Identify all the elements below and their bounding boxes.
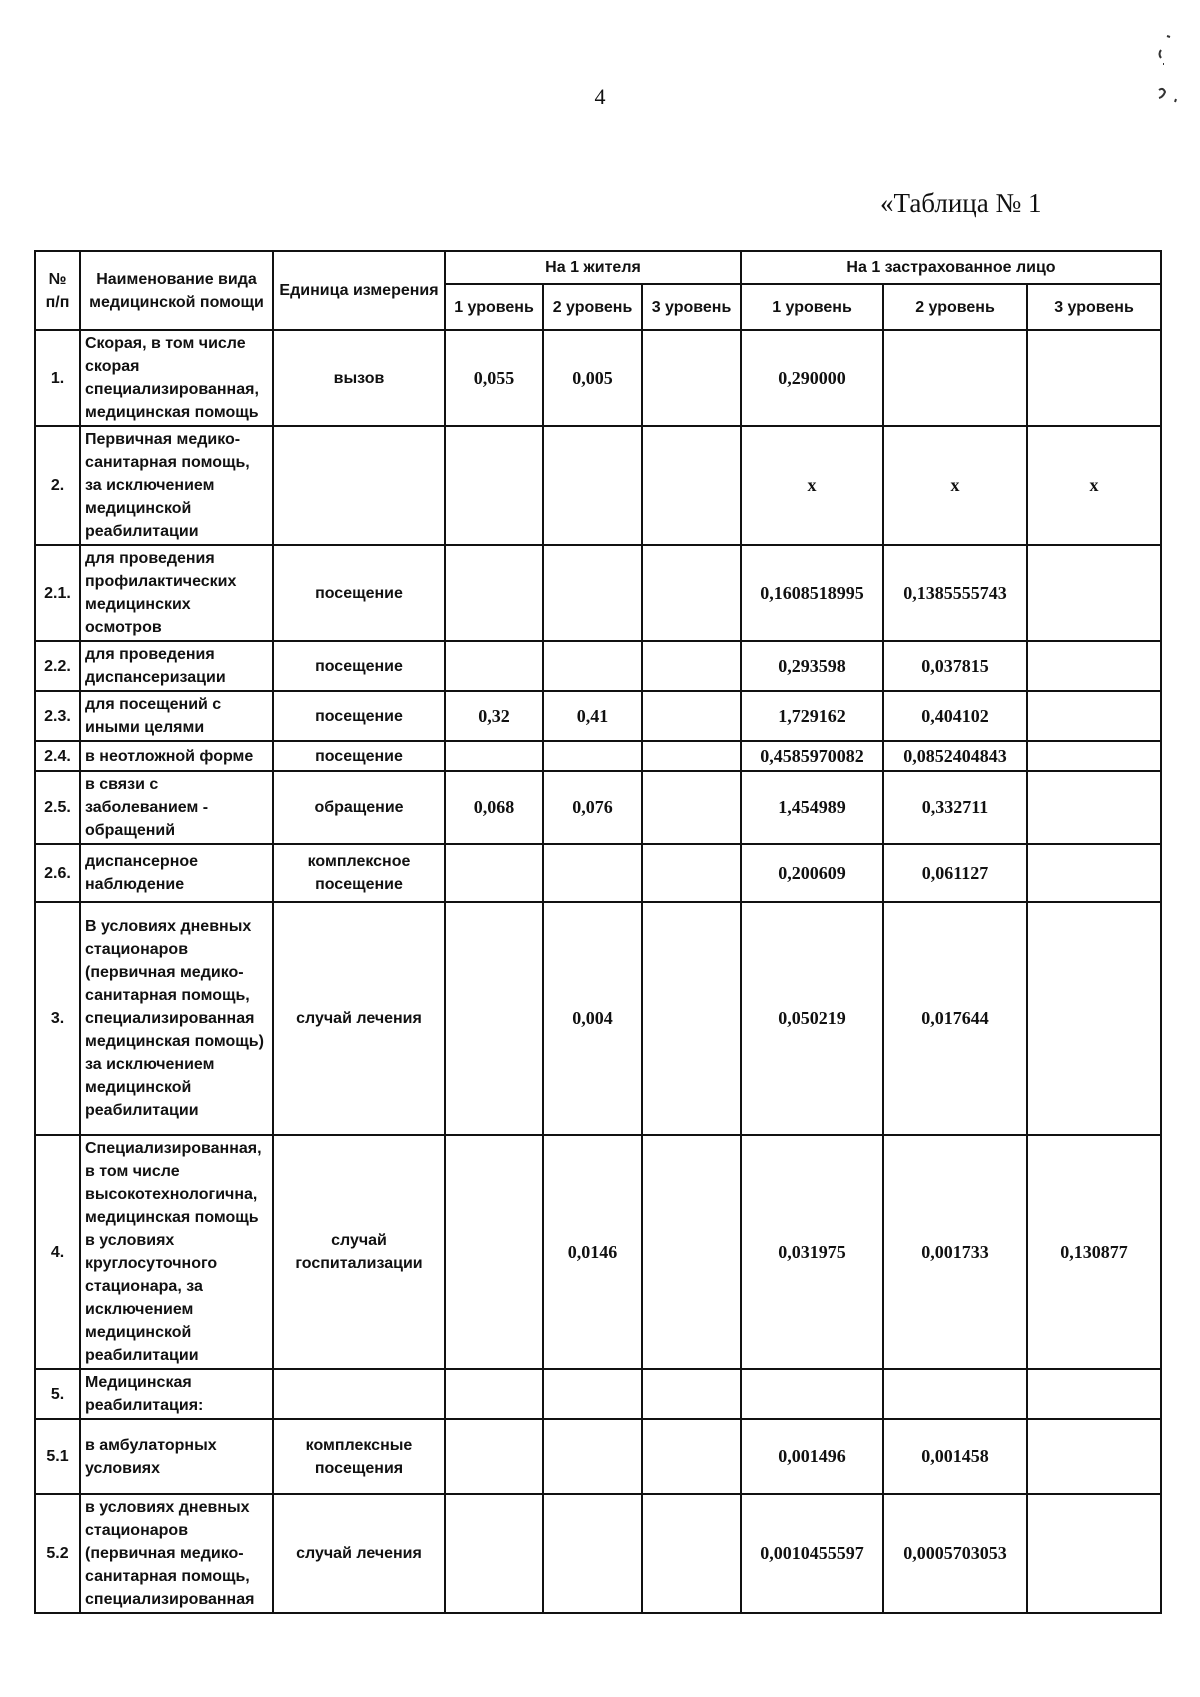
table-row xyxy=(35,545,1161,641)
cell-insured-level-1: 1,454989 xyxy=(741,771,883,844)
cell-resident-level-3 xyxy=(642,691,741,741)
cell-insured-level-3: х xyxy=(1027,426,1161,545)
cell-resident-level-2 xyxy=(543,1494,642,1613)
cell-insured-level-3 xyxy=(1027,1494,1161,1613)
cell-resident-level-2 xyxy=(543,545,642,641)
cell-resident-level-2: 0,005 xyxy=(543,330,642,426)
cell-insured-level-3 xyxy=(1027,844,1161,902)
cell-insured-level-1: 0,001496 xyxy=(741,1419,883,1494)
cell-insured-level-2: 0,017644 xyxy=(883,902,1027,1135)
cell-num: 2.4. xyxy=(35,741,80,771)
cell-resident-level-1: 0,32 xyxy=(445,691,543,741)
cell-insured-level-1 xyxy=(741,1369,883,1419)
header-num: № п/п xyxy=(35,251,80,330)
header-resident-level-1: 1 уровень xyxy=(445,284,543,330)
cell-resident-level-3 xyxy=(642,771,741,844)
cell-name: для посещений с иными целями xyxy=(80,691,273,741)
header-per-resident: На 1 жителя xyxy=(445,251,741,284)
cell-resident-level-1 xyxy=(445,741,543,771)
header-resident-level-3: 3 уровень xyxy=(642,284,741,330)
cell-name: в связи с заболеванием - обращений xyxy=(80,771,273,844)
table-row xyxy=(35,844,1161,902)
cell-resident-level-3 xyxy=(642,330,741,426)
cell-name: в условиях дневных стационаров (первичная медико-санитарная помощь, специализированная xyxy=(80,1494,273,1613)
cell-unit: посещение xyxy=(273,741,445,771)
cell-resident-level-1: 0,068 xyxy=(445,771,543,844)
cell-resident-level-2: 0,076 xyxy=(543,771,642,844)
cell-insured-level-1: 0,031975 xyxy=(741,1135,883,1369)
cell-num: 5.1 xyxy=(35,1419,80,1494)
cell-insured-level-3: 0,130877 xyxy=(1027,1135,1161,1369)
cell-name: для проведения профилактических медицинских осмотров xyxy=(80,545,273,641)
cell-insured-level-1: х xyxy=(741,426,883,545)
cell-resident-level-3 xyxy=(642,1419,741,1494)
cell-name: Специализированная, в том числе высокотехнологична, медицинская помощь в условиях круглосуточного стационара, за исключением медицинской реабилитации xyxy=(80,1135,273,1369)
page-number: 4 xyxy=(594,84,606,109)
cell-unit: случай лечения xyxy=(273,1494,445,1613)
cell-resident-level-3 xyxy=(642,902,741,1135)
cell-resident-level-3 xyxy=(642,1135,741,1369)
cell-resident-level-2: 0,41 xyxy=(543,691,642,741)
table-row xyxy=(35,1494,1161,1613)
cell-resident-level-1 xyxy=(445,641,543,691)
cell-unit: посещение xyxy=(273,545,445,641)
cell-resident-level-2: 0,0146 xyxy=(543,1135,642,1369)
cell-name: для проведения диспансеризации xyxy=(80,641,273,691)
cell-name: Первичная медико-санитарная помощь, за исключением медицинской реабилитации xyxy=(80,426,273,545)
cell-unit: случай госпитализации xyxy=(273,1135,445,1369)
header-insured-level-2: 2 уровень xyxy=(883,284,1027,330)
table-row xyxy=(35,741,1161,771)
cell-resident-level-1: 0,055 xyxy=(445,330,543,426)
cell-resident-level-2 xyxy=(543,741,642,771)
table-row xyxy=(35,641,1161,691)
cell-insured-level-2: 0,1385555743 xyxy=(883,545,1027,641)
header-insured-level-1: 1 уровень xyxy=(741,284,883,330)
cell-name: Медицинская реабилитация: xyxy=(80,1369,273,1419)
cell-insured-level-3 xyxy=(1027,545,1161,641)
cell-num: 3. xyxy=(35,902,80,1135)
cell-insured-level-1: 0,4585970082 xyxy=(741,741,883,771)
cell-unit: посещение xyxy=(273,691,445,741)
cell-resident-level-2 xyxy=(543,1369,642,1419)
cell-name: В условиях дневных стационаров (первичная медико-санитарная помощь, специализированная медицинская помощь) за исключением медицинской реабилитации xyxy=(80,902,273,1135)
cell-resident-level-1 xyxy=(445,902,543,1135)
cell-name: в неотложной форме xyxy=(80,741,273,771)
header-per-insured: На 1 застрахованное лицо xyxy=(741,251,1161,284)
cell-insured-level-1: 0,050219 xyxy=(741,902,883,1135)
cell-resident-level-2 xyxy=(543,641,642,691)
cell-num: 2.6. xyxy=(35,844,80,902)
cell-unit: комплексное посещение xyxy=(273,844,445,902)
cell-insured-level-1: 0,1608518995 xyxy=(741,545,883,641)
cell-insured-level-1: 0,0010455597 xyxy=(741,1494,883,1613)
cell-resident-level-3 xyxy=(642,1494,741,1613)
cell-resident-level-3 xyxy=(642,844,741,902)
cell-resident-level-1 xyxy=(445,1135,543,1369)
cell-num: 2.5. xyxy=(35,771,80,844)
cell-resident-level-1 xyxy=(445,1494,543,1613)
cell-name: диспансерное наблюдение xyxy=(80,844,273,902)
table-row xyxy=(35,426,1161,545)
cell-resident-level-1 xyxy=(445,426,543,545)
cell-num: 5.2 xyxy=(35,1494,80,1613)
cell-num: 2.3. xyxy=(35,691,80,741)
table-row xyxy=(35,902,1161,1135)
cell-insured-level-3 xyxy=(1027,691,1161,741)
table-body xyxy=(35,330,1161,1613)
cell-num: 4. xyxy=(35,1135,80,1369)
header-resident-level-2: 2 уровень xyxy=(543,284,642,330)
table-row xyxy=(35,1419,1161,1494)
cell-resident-level-3 xyxy=(642,1369,741,1419)
cell-resident-level-1 xyxy=(445,1369,543,1419)
cell-resident-level-2 xyxy=(543,1419,642,1494)
cell-unit xyxy=(273,1369,445,1419)
cell-name: в амбулаторных условиях xyxy=(80,1419,273,1494)
table-caption: «Таблица № 1 xyxy=(880,188,1042,218)
cell-num: 1. xyxy=(35,330,80,426)
cell-unit: посещение xyxy=(273,641,445,691)
cell-num: 2.2. xyxy=(35,641,80,691)
cell-insured-level-2 xyxy=(883,1369,1027,1419)
cell-insured-level-3 xyxy=(1027,771,1161,844)
cell-insured-level-2: 0,037815 xyxy=(883,641,1027,691)
cell-resident-level-2: 0,004 xyxy=(543,902,642,1135)
table-row xyxy=(35,330,1161,426)
cell-insured-level-1: 1,729162 xyxy=(741,691,883,741)
table-row xyxy=(35,1369,1161,1419)
cell-insured-level-2: 0,061127 xyxy=(883,844,1027,902)
cell-resident-level-3 xyxy=(642,741,741,771)
data-table xyxy=(34,250,1162,1614)
cell-resident-level-3 xyxy=(642,545,741,641)
table-row xyxy=(35,691,1161,741)
header-name: Наименование вида медицинской помощи xyxy=(80,251,273,330)
cell-name: Скорая, в том числе скорая специализированная, медицинская помощь xyxy=(80,330,273,426)
cell-insured-level-2: 0,001733 xyxy=(883,1135,1027,1369)
cell-resident-level-3 xyxy=(642,641,741,691)
cell-insured-level-2 xyxy=(883,330,1027,426)
scan-artifact-marks xyxy=(1145,28,1195,118)
cell-insured-level-2: 0,404102 xyxy=(883,691,1027,741)
cell-resident-level-2 xyxy=(543,426,642,545)
cell-insured-level-2: 0,0852404843 xyxy=(883,741,1027,771)
cell-unit xyxy=(273,426,445,545)
header-insured-level-3: 3 уровень xyxy=(1027,284,1161,330)
cell-insured-level-3 xyxy=(1027,641,1161,691)
cell-insured-level-1: 0,290000 xyxy=(741,330,883,426)
cell-resident-level-3 xyxy=(642,426,741,545)
cell-num: 2.1. xyxy=(35,545,80,641)
cell-insured-level-1: 0,200609 xyxy=(741,844,883,902)
cell-unit: комплексные посещения xyxy=(273,1419,445,1494)
cell-num: 2. xyxy=(35,426,80,545)
cell-resident-level-2 xyxy=(543,844,642,902)
cell-insured-level-2: 0,001458 xyxy=(883,1419,1027,1494)
cell-insured-level-1: 0,293598 xyxy=(741,641,883,691)
cell-unit: случай лечения xyxy=(273,902,445,1135)
cell-num: 5. xyxy=(35,1369,80,1419)
table-row xyxy=(35,1135,1161,1369)
cell-resident-level-1 xyxy=(445,545,543,641)
header-unit: Единица измерения xyxy=(273,251,445,330)
cell-unit: обращение xyxy=(273,771,445,844)
table-row xyxy=(35,771,1161,844)
cell-insured-level-3 xyxy=(1027,330,1161,426)
cell-insured-level-2: х xyxy=(883,426,1027,545)
cell-insured-level-2: 0,332711 xyxy=(883,771,1027,844)
cell-insured-level-3 xyxy=(1027,741,1161,771)
cell-unit: вызов xyxy=(273,330,445,426)
cell-resident-level-1 xyxy=(445,1419,543,1494)
cell-insured-level-3 xyxy=(1027,1419,1161,1494)
cell-insured-level-2: 0,0005703053 xyxy=(883,1494,1027,1613)
cell-resident-level-1 xyxy=(445,844,543,902)
cell-insured-level-3 xyxy=(1027,1369,1161,1419)
cell-insured-level-3 xyxy=(1027,902,1161,1135)
